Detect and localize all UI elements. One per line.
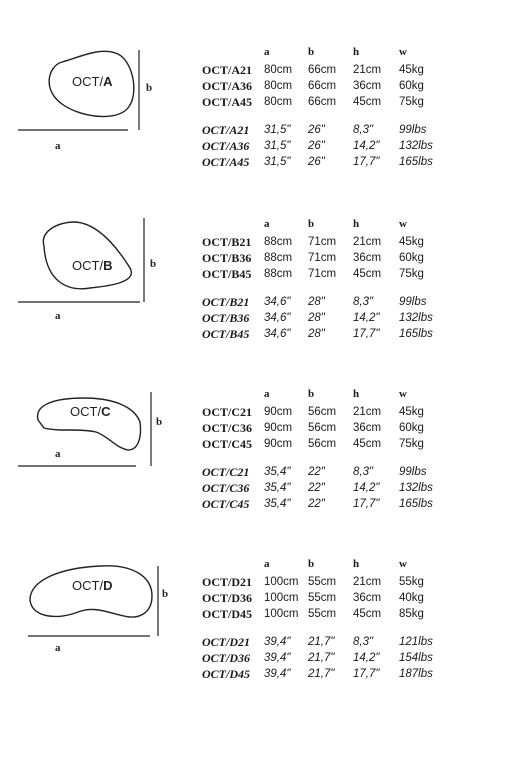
cell-h: 21cm <box>353 64 382 76</box>
product-code: OCT/D45 <box>202 607 253 621</box>
cell-h: 45cm <box>353 96 382 108</box>
cell-b: 66cm <box>308 96 337 108</box>
column-header-w: w <box>399 558 407 570</box>
cell-h: 36cm <box>353 252 382 264</box>
cell-a: 35,4" <box>264 466 291 478</box>
cell-a: 90cm <box>264 406 293 418</box>
cell-b: 71cm <box>308 268 337 280</box>
model-prefix: OCT/ <box>72 258 104 273</box>
column-header-h: h <box>353 218 360 230</box>
cell-w: 45kg <box>399 406 424 418</box>
cell-a: 35,4" <box>264 498 291 510</box>
model-prefix: OCT/ <box>72 578 104 593</box>
cell-b: 26" <box>308 156 325 168</box>
column-header-b: b <box>308 558 315 570</box>
cell-a: 39,4" <box>264 652 291 664</box>
product-code: OCT/A45 <box>202 155 250 169</box>
cell-b: 22" <box>308 498 325 510</box>
product-code: OCT/D45 <box>202 667 250 681</box>
cell-b: 22" <box>308 482 325 494</box>
product-code: OCT/A36 <box>202 139 250 153</box>
dimension-a-label: a <box>55 642 61 654</box>
cell-h: 21cm <box>353 406 382 418</box>
cell-b: 26" <box>308 140 325 152</box>
cell-a: 39,4" <box>264 668 291 680</box>
cell-h: 8,3" <box>353 124 374 136</box>
spec-table-d <box>202 552 502 687</box>
table-top-outline-b <box>43 222 131 289</box>
model-label-b <box>72 258 112 273</box>
cell-b: 56cm <box>308 438 337 450</box>
cell-a: 31,5" <box>264 140 291 152</box>
cell-w: 165lbs <box>399 156 433 168</box>
dimension-b-label: b <box>150 258 157 270</box>
model-label-a <box>72 74 112 89</box>
cell-w: 165lbs <box>399 498 433 510</box>
cell-h: 8,3" <box>353 296 374 308</box>
cell-h: 45cm <box>353 608 382 620</box>
cell-h: 14,2" <box>353 652 380 664</box>
cell-b: 21,7" <box>308 668 335 680</box>
column-header-h: h <box>353 46 360 58</box>
cell-h: 21cm <box>353 236 382 248</box>
cell-b: 26" <box>308 124 325 136</box>
cell-w: 75kg <box>399 268 424 280</box>
cell-b: 71cm <box>308 252 337 264</box>
dimension-a-label: a <box>55 140 61 152</box>
column-header-w: w <box>399 218 407 230</box>
cell-a: 80cm <box>264 64 293 76</box>
cell-a: 31,5" <box>264 124 291 136</box>
cell-a: 90cm <box>264 422 293 434</box>
product-code: OCT/C36 <box>202 421 253 435</box>
product-code: OCT/D36 <box>202 591 253 605</box>
product-code: OCT/B45 <box>202 267 252 281</box>
cell-a: 88cm <box>264 268 293 280</box>
cell-w: 99lbs <box>399 466 427 478</box>
cell-b: 28" <box>308 296 325 308</box>
column-header-a: a <box>264 46 270 58</box>
cell-a: 34,6" <box>264 328 291 340</box>
product-code: OCT/B21 <box>202 295 250 309</box>
product-code: OCT/C45 <box>202 497 250 511</box>
spec-table-c <box>202 382 502 517</box>
column-header-b: b <box>308 46 315 58</box>
cell-w: 45kg <box>399 64 424 76</box>
product-code: OCT/B45 <box>202 327 250 341</box>
cell-w: 121lbs <box>399 636 433 648</box>
cell-w: 55kg <box>399 576 424 588</box>
dimension-b-label: b <box>162 588 169 600</box>
cell-a: 80cm <box>264 96 293 108</box>
cell-b: 22" <box>308 466 325 478</box>
product-code: OCT/D36 <box>202 651 250 665</box>
cell-h: 17,7" <box>353 668 380 680</box>
column-header-h: h <box>353 558 360 570</box>
product-code: OCT/D21 <box>202 575 253 589</box>
dimension-a-label: a <box>55 448 61 460</box>
cell-a: 39,4" <box>264 636 291 648</box>
cell-b: 55cm <box>308 608 337 620</box>
column-header-b: b <box>308 218 315 230</box>
cell-b: 66cm <box>308 80 337 92</box>
cell-h: 36cm <box>353 80 382 92</box>
cell-w: 165lbs <box>399 328 433 340</box>
cell-b: 71cm <box>308 236 337 248</box>
column-header-b: b <box>308 388 315 400</box>
cell-h: 17,7" <box>353 156 380 168</box>
cell-b: 21,7" <box>308 652 335 664</box>
cell-b: 56cm <box>308 406 337 418</box>
product-code: OCT/C45 <box>202 437 253 451</box>
cell-a: 31,5" <box>264 156 291 168</box>
cell-a: 100cm <box>264 608 299 620</box>
cell-w: 75kg <box>399 96 424 108</box>
model-letter: D <box>103 578 113 593</box>
model-letter: B <box>103 258 113 273</box>
cell-w: 132lbs <box>399 482 433 494</box>
product-code: OCT/B36 <box>202 311 250 325</box>
product-code: OCT/A21 <box>202 123 250 137</box>
cell-h: 14,2" <box>353 482 380 494</box>
cell-a: 35,4" <box>264 482 291 494</box>
model-label-d <box>72 578 112 593</box>
cell-a: 80cm <box>264 80 293 92</box>
cell-b: 28" <box>308 328 325 340</box>
column-header-a: a <box>264 218 270 230</box>
column-header-h: h <box>353 388 360 400</box>
cell-h: 21cm <box>353 576 382 588</box>
cell-a: 90cm <box>264 438 293 450</box>
cell-h: 8,3" <box>353 466 374 478</box>
model-prefix: OCT/ <box>72 74 104 89</box>
cell-w: 132lbs <box>399 312 433 324</box>
cell-w: 60kg <box>399 252 424 264</box>
cell-w: 154lbs <box>399 652 433 664</box>
product-code: OCT/A45 <box>202 95 253 109</box>
dimension-b-label: b <box>156 416 163 428</box>
product-code: OCT/B36 <box>202 251 252 265</box>
cell-h: 14,2" <box>353 312 380 324</box>
model-letter: A <box>103 74 113 89</box>
product-code: OCT/D21 <box>202 635 250 649</box>
product-code: OCT/C36 <box>202 481 250 495</box>
model-prefix: OCT/ <box>70 404 102 419</box>
cell-h: 45cm <box>353 268 382 280</box>
cell-h: 36cm <box>353 422 382 434</box>
cell-b: 66cm <box>308 64 337 76</box>
cell-h: 8,3" <box>353 636 374 648</box>
cell-b: 55cm <box>308 592 337 604</box>
spec-table-a <box>202 40 502 175</box>
cell-a: 100cm <box>264 576 299 588</box>
cell-a: 100cm <box>264 592 299 604</box>
product-code: OCT/A21 <box>202 63 253 77</box>
product-code: OCT/B21 <box>202 235 252 249</box>
cell-h: 17,7" <box>353 498 380 510</box>
cell-b: 55cm <box>308 576 337 588</box>
cell-w: 60kg <box>399 80 424 92</box>
column-header-a: a <box>264 388 270 400</box>
cell-w: 40kg <box>399 592 424 604</box>
cell-a: 88cm <box>264 252 293 264</box>
model-letter: C <box>101 404 111 419</box>
column-header-w: w <box>399 388 407 400</box>
model-label-c <box>70 404 110 419</box>
product-code: OCT/A36 <box>202 79 253 93</box>
cell-h: 45cm <box>353 438 382 450</box>
cell-w: 132lbs <box>399 140 433 152</box>
product-code: OCT/C21 <box>202 465 250 479</box>
dimension-a-label: a <box>55 310 61 322</box>
cell-h: 14,2" <box>353 140 380 152</box>
column-header-a: a <box>264 558 270 570</box>
spec-table-b <box>202 212 502 347</box>
cell-w: 187lbs <box>399 668 433 680</box>
cell-h: 17,7" <box>353 328 380 340</box>
dimension-b-label: b <box>146 82 153 94</box>
cell-a: 88cm <box>264 236 293 248</box>
product-code: OCT/C21 <box>202 405 253 419</box>
column-header-w: w <box>399 46 407 58</box>
cell-w: 60kg <box>399 422 424 434</box>
cell-b: 28" <box>308 312 325 324</box>
cell-w: 99lbs <box>399 296 427 308</box>
cell-w: 45kg <box>399 236 424 248</box>
cell-b: 21,7" <box>308 636 335 648</box>
cell-h: 36cm <box>353 592 382 604</box>
cell-a: 34,6" <box>264 312 291 324</box>
cell-w: 75kg <box>399 438 424 450</box>
cell-w: 99lbs <box>399 124 427 136</box>
cell-w: 85kg <box>399 608 424 620</box>
cell-a: 34,6" <box>264 296 291 308</box>
cell-b: 56cm <box>308 422 337 434</box>
